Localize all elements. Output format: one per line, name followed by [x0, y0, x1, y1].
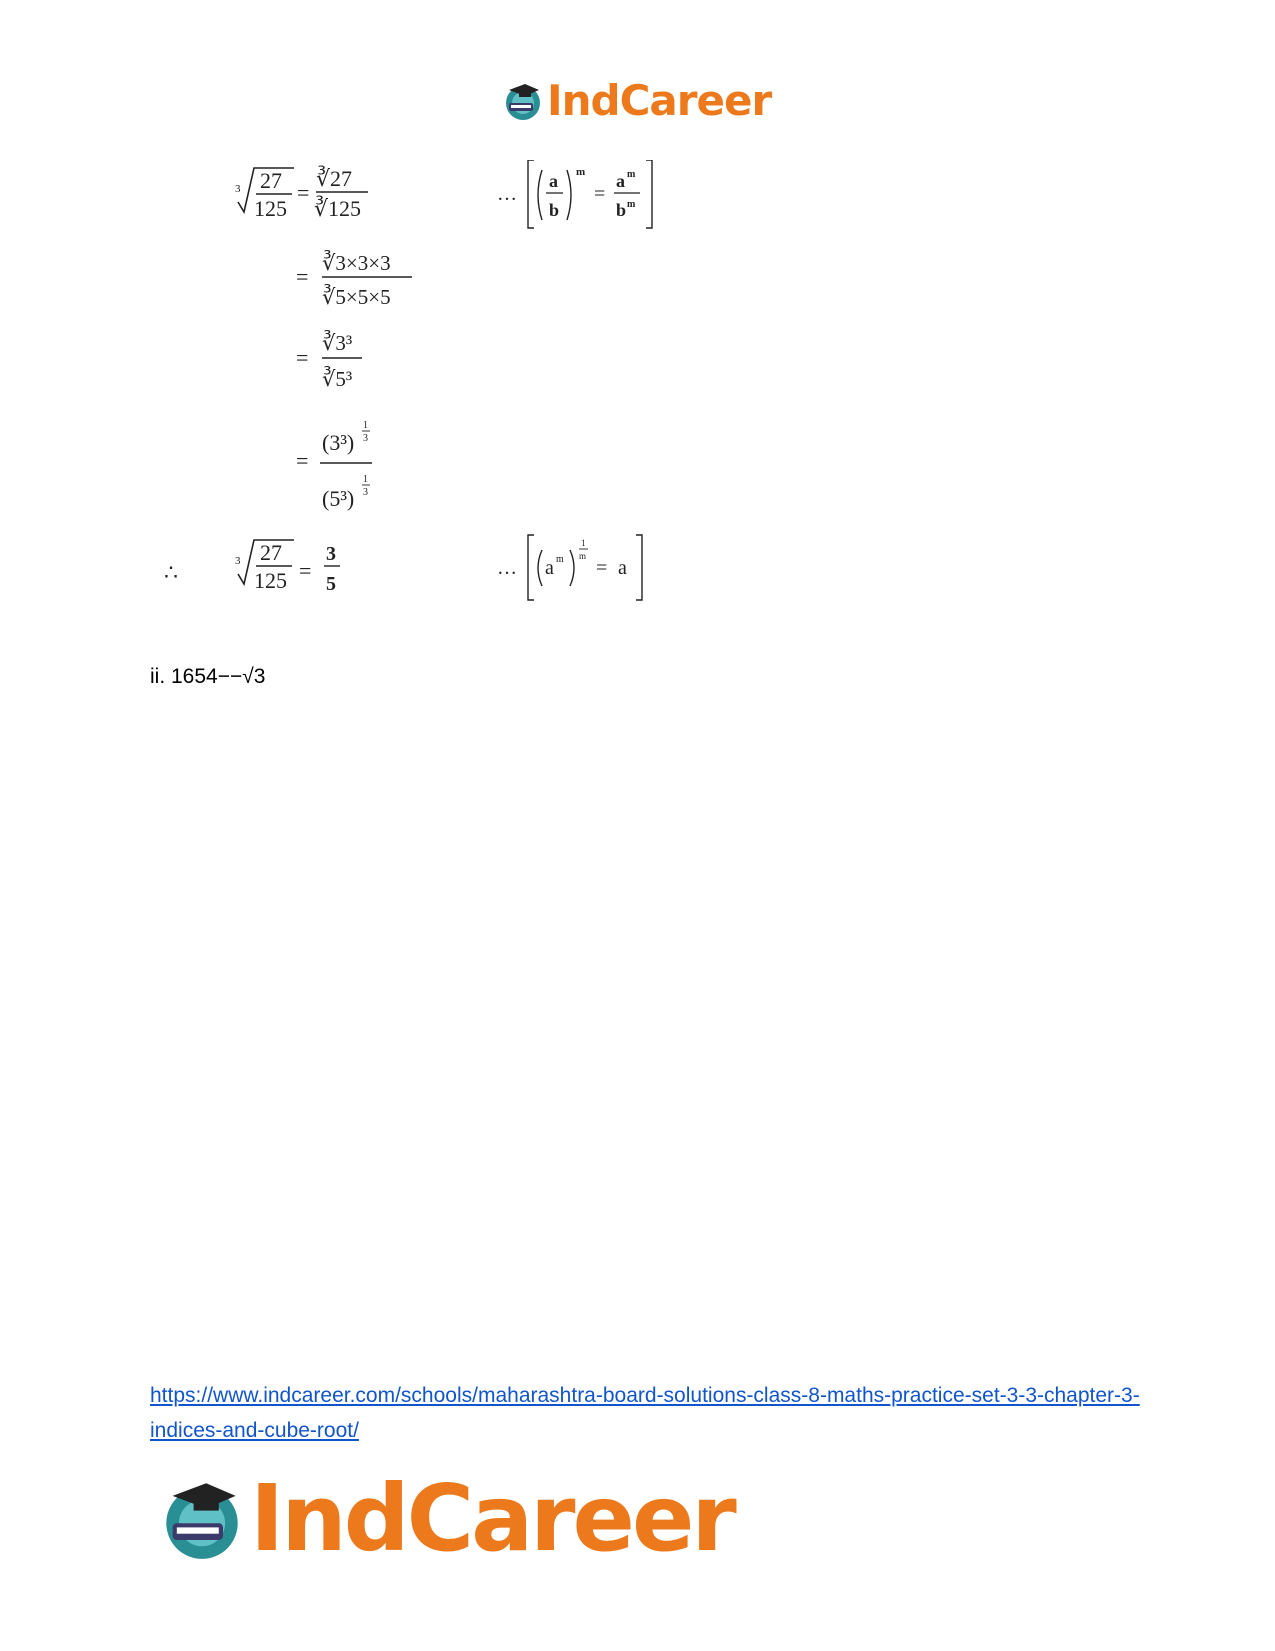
svg-text:…: … [497, 557, 517, 579]
line4-denominator: (5³) [322, 486, 355, 511]
svg-text:=: = [596, 557, 608, 579]
svg-text:=: = [299, 558, 312, 583]
svg-text:1: 1 [363, 474, 368, 485]
line2-numerator: ∛3×3×3 [322, 251, 391, 275]
svg-text:=: = [594, 183, 606, 205]
rule-ellipsis: … [497, 183, 517, 205]
svg-text:a: a [549, 171, 558, 191]
footer-logo [160, 1465, 734, 1572]
question-item-ii: ii. 1654−−√3 [150, 665, 266, 688]
svg-text:m: m [576, 166, 586, 178]
radicand-numerator: 27 [260, 168, 282, 193]
radicand-denominator: 125 [254, 196, 287, 221]
svg-text:a: a [545, 557, 554, 579]
therefore-symbol: ∴ [164, 560, 178, 585]
rhs-numerator: ∛27 [316, 166, 353, 191]
result-denominator: 5 [326, 573, 336, 595]
graduation-globe-icon [160, 1477, 244, 1561]
rhs-denominator: ∛125 [314, 196, 362, 221]
solution-conclusion [164, 535, 642, 600]
svg-text:b: b [616, 200, 627, 220]
math-solution [150, 160, 710, 630]
svg-text:m: m [556, 554, 564, 565]
svg-text:=: = [297, 180, 310, 205]
svg-text:m: m [579, 551, 587, 561]
root-index: 3 [235, 183, 241, 195]
solution-line-3 [296, 331, 362, 391]
svg-text:1: 1 [581, 538, 586, 548]
svg-text:=: = [296, 345, 309, 370]
line3-denominator: ∛5³ [322, 367, 353, 391]
solution-line-1 [235, 160, 652, 228]
svg-text:m: m [627, 199, 636, 210]
svg-text:a: a [618, 557, 627, 579]
svg-text:1: 1 [363, 420, 368, 431]
svg-text:=: = [296, 448, 309, 473]
svg-text:3: 3 [235, 555, 241, 567]
line2-denominator: ∛5×5×5 [322, 285, 391, 309]
logo-wordmark: IndCareer [547, 76, 772, 125]
graduation-globe-icon [503, 81, 543, 121]
solution-line-4 [296, 420, 372, 511]
solution-line-2 [296, 251, 412, 309]
svg-text:=: = [296, 264, 309, 289]
svg-text:a: a [616, 171, 625, 191]
source-url-link[interactable]: https://www.indcareer.com/schools/maharashtra-board-solutions-class-8-maths-practice-set-3-3-chapter-3-indices-and-cube-root/ [150, 1384, 1140, 1442]
header-logo [503, 76, 771, 125]
line3-numerator: ∛3³ [322, 331, 353, 355]
svg-text:b: b [549, 200, 560, 220]
svg-text:27: 27 [260, 540, 282, 565]
svg-text:3: 3 [363, 487, 368, 498]
svg-text:125: 125 [254, 568, 287, 593]
svg-text:3: 3 [363, 433, 368, 444]
svg-text:m: m [627, 169, 636, 180]
result-numerator: 3 [326, 543, 336, 565]
logo-wordmark: IndCareer [250, 1465, 734, 1572]
line4-numerator: (3³) [322, 430, 355, 455]
